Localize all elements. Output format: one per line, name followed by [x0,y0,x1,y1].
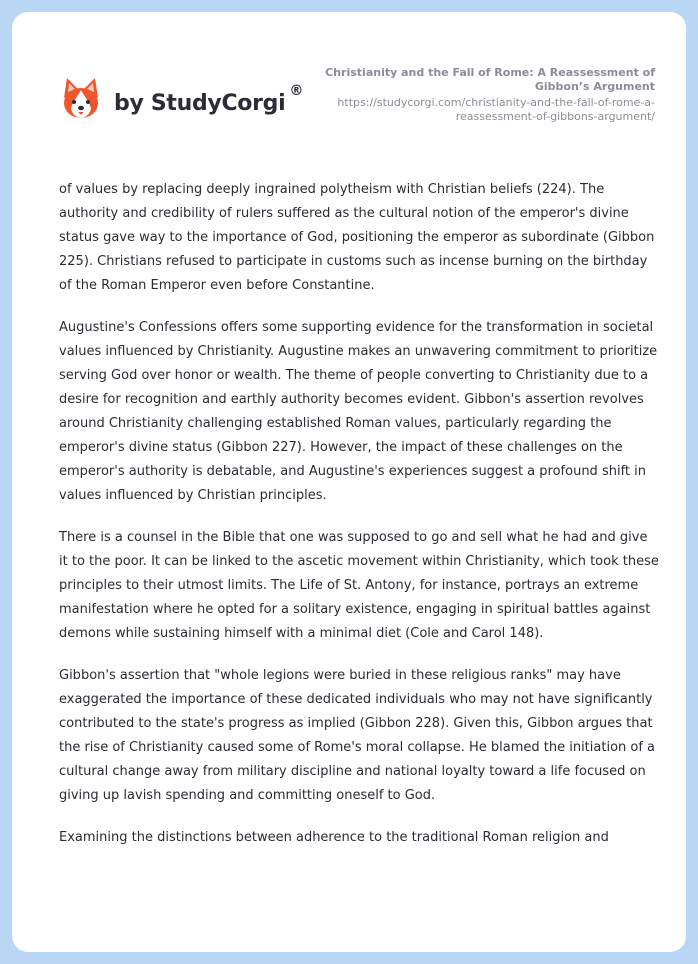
brand-name: by StudyCorgi [114,90,286,116]
document-page [12,12,686,952]
paragraph: of values by replacing deeply ingrained polytheism with Christian beliefs (224). The authority and credibility of rulers suffered as the cultural notion of the emperor's divine status gave way to the importance of God, positioning the emperor as subordinate (Gibbon 225). Christians refused to participate in customs such as incense burning on the birthday of the Roman Emperor even before Constantine. [59,182,655,293]
paragraph: Gibbon's assertion that "whole legions were buried in these religious ranks" may have exaggerated the importance of these dedicated individuals who may not have significantly contributed to the state's progress as implied (Gibbon 228). Given this, Gibbon argues that the rise of Christianity caused some of Rome's moral collapse. He blamed the initiation of a cultural change away from military discipline and national loyalty toward a life focused on giving up lavish spending and committing oneself to God. [59,668,656,803]
registered-mark: ® [289,83,304,99]
document-url[interactable]: https://studycorgi.com/christianity-and-the-fall-of-rome-a-reassessment-of-gibbons-argument/ [337,96,655,123]
paragraph: Augustine's Confessions offers some supporting evidence for the transformation in societal values influenced by Christianity. Augustine makes an unwavering commitment to prioritize serving God over honor or wealth. The theme of people converting to Christianity due to a desire for recognition and earthly authority becomes evident. Gibbon's assertion revolves around Christianity challenging established Roman values, particularly regarding the emperor's divine status (Gibbon 227). However, the impact of these challenges on the emperor's authority is debatable, and Augustine's experiences suggest a profound shift in values influenced by Christian principles. [59,320,658,503]
document-meta [295,66,655,124]
paragraph: Examining the distinctions between adherence to the traditional Roman religion and [59,830,609,845]
paragraph: There is a counsel in the Bible that one was supposed to go and sell what he had and give it to the poor. It can be linked to the ascetic movement within Christianity, which took these principles to their utmost limits. The Life of St. Antony, for instance, portrays an extreme manifestation where he opted for a solitary existence, engaging in spiritual battles against demons while sustaining himself with a minimal diet (Cole and Carol 148). [59,530,659,641]
corgi-icon [60,76,102,122]
document-body [59,178,659,868]
studycorgi-logo[interactable] [60,76,303,122]
document-title: Christianity and the Fall of Rome: A Reassessment of Gibbon’s Argument [325,66,655,93]
